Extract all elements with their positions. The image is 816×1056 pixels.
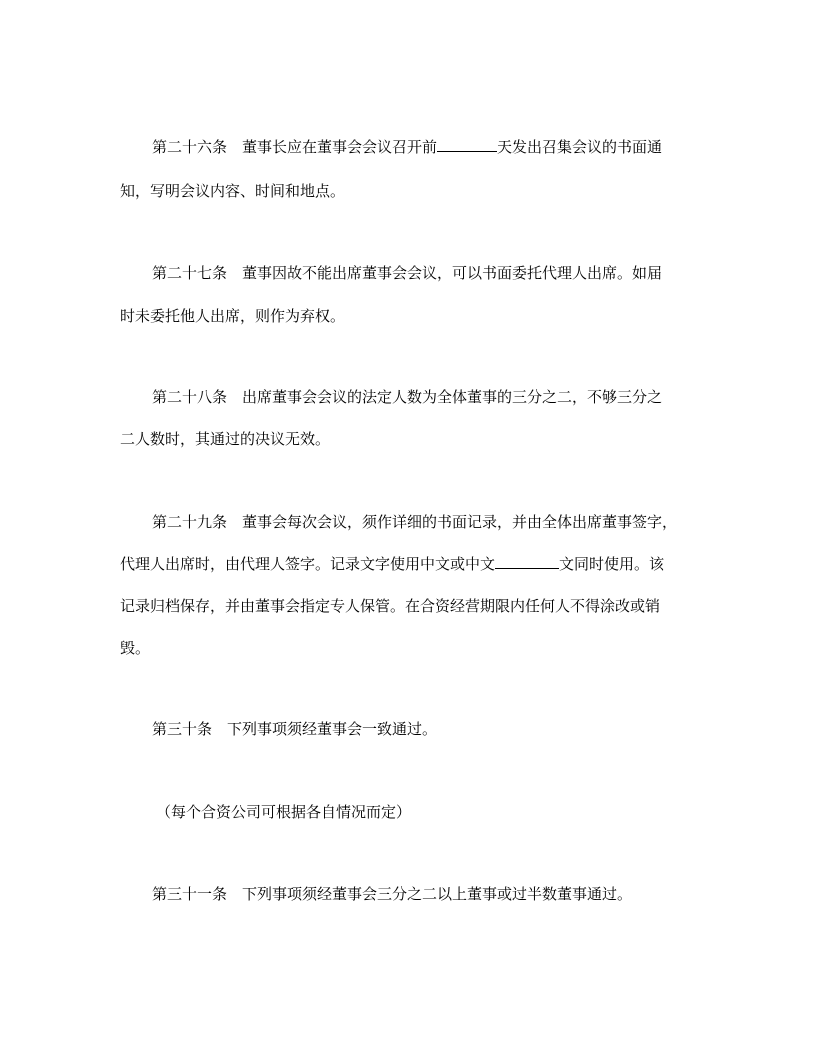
article-26-line-2: 知，写明会议内容、时间和地点。: [120, 182, 346, 200]
fill-in-blank-days: [437, 137, 497, 152]
parenthetical-note: （每个合资公司可根据各自情况而定）: [156, 803, 412, 821]
article-29-line-3: 记录归档保存，并由董事会指定专人保管。在合资经营期限内任何人不得涂改或销: [120, 597, 661, 615]
article-26-text-after-blank: 天发出召集会议的书面通: [497, 138, 663, 156]
article-29-line-2: [120, 554, 664, 574]
article-29-text-after-blank: 文同时使用。该: [559, 555, 665, 573]
article-29-text-before-blank: 代理人出席时，由代理人签字。记录文字使用中文或中文: [120, 555, 496, 573]
article-26-text-before-blank: 第二十六条 董事长应在董事会会议召开前: [152, 138, 438, 156]
article-29-line-1: 第二十九条 董事会每次会议，须作详细的书面记录，并由全体出席董事签字，: [152, 513, 678, 531]
article-28-line-2: 二人数时，其通过的决议无效。: [120, 430, 331, 448]
article-28-line-1: 第二十八条 出席董事会会议的法定人数为全体董事的三分之二，不够三分之: [152, 388, 663, 406]
article-30-line-1: 第三十条 下列事项须经董事会一致通过。: [152, 720, 438, 738]
article-27-line-1: 第二十七条 董事因故不能出席董事会会议，可以书面委托代理人出席。如届: [152, 264, 663, 282]
article-31-line-1: 第三十一条 下列事项须经董事会三分之二以上董事或过半数董事通过。: [152, 885, 633, 903]
article-26-line-1: [152, 137, 662, 157]
article-27-line-2: 时未委托他人出席，则作为弃权。: [120, 307, 346, 325]
article-29-line-4: 毁。: [120, 639, 151, 657]
fill-in-blank-language: [495, 554, 559, 569]
